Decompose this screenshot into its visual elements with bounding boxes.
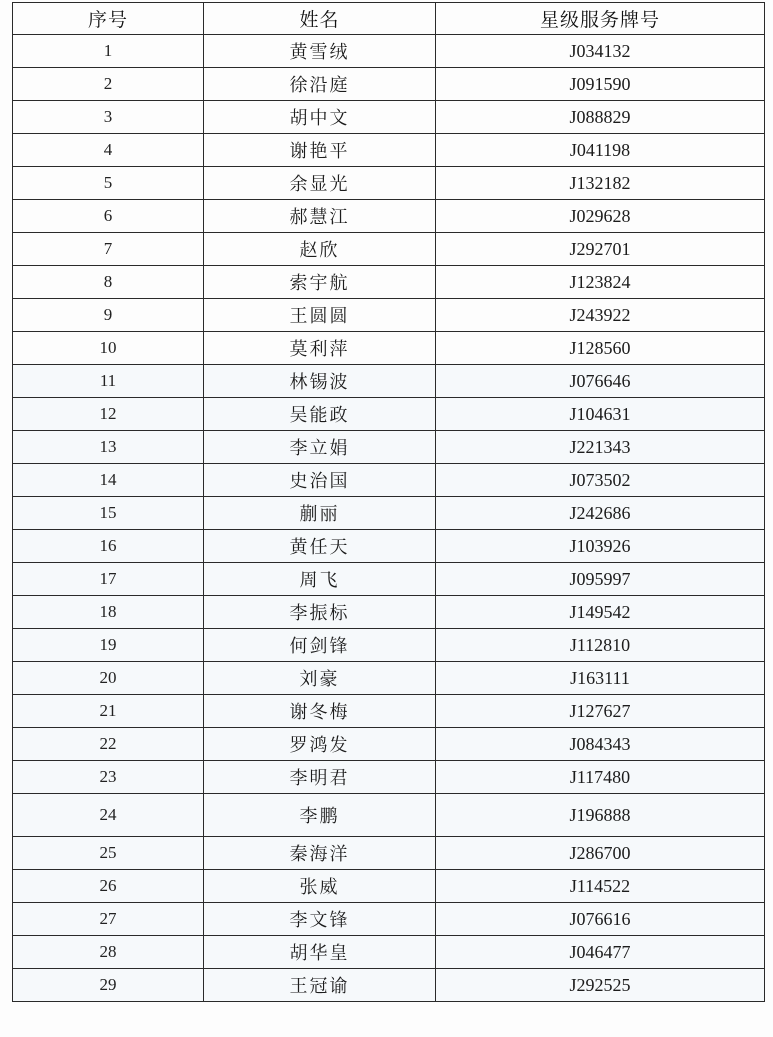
badge-number-cell: J114522 xyxy=(436,870,765,903)
serial-number-cell: 17 xyxy=(13,563,204,596)
badge-number-cell: J076616 xyxy=(436,903,765,936)
table-row xyxy=(13,870,765,903)
badge-number-cell: J242686 xyxy=(436,497,765,530)
serial-number-cell: 15 xyxy=(13,497,204,530)
badge-number-cell: J088829 xyxy=(436,101,765,134)
serial-number-cell: 11 xyxy=(13,365,204,398)
name-cell: 何剑锋 xyxy=(204,629,436,662)
name-cell: 索宇航 xyxy=(204,266,436,299)
serial-number-cell: 14 xyxy=(13,464,204,497)
badge-number-cell: J091590 xyxy=(436,68,765,101)
badge-number-cell: J149542 xyxy=(436,596,765,629)
badge-number-cell: J076646 xyxy=(436,365,765,398)
serial-number-cell: 25 xyxy=(13,837,204,870)
name-cell: 史治国 xyxy=(204,464,436,497)
serial-number-cell: 18 xyxy=(13,596,204,629)
badge-number-cell: J221343 xyxy=(436,431,765,464)
serial-number-cell: 26 xyxy=(13,870,204,903)
table-row xyxy=(13,530,765,563)
name-cell: 徐沿庭 xyxy=(204,68,436,101)
serial-number-cell: 1 xyxy=(13,35,204,68)
table-header-row xyxy=(13,3,765,35)
table-row xyxy=(13,200,765,233)
name-cell: 郝慧江 xyxy=(204,200,436,233)
serial-number-cell: 12 xyxy=(13,398,204,431)
badge-number-cell: J117480 xyxy=(436,761,765,794)
name-cell: 刘豪 xyxy=(204,662,436,695)
table-row xyxy=(13,365,765,398)
table-row xyxy=(13,332,765,365)
badge-number-cell: J292701 xyxy=(436,233,765,266)
name-cell: 赵欣 xyxy=(204,233,436,266)
serial-number-cell: 7 xyxy=(13,233,204,266)
table-row xyxy=(13,431,765,464)
table-row xyxy=(13,101,765,134)
serial-number-cell: 23 xyxy=(13,761,204,794)
table-row xyxy=(13,936,765,969)
badge-roster-table xyxy=(12,2,765,1002)
name-cell: 林锡波 xyxy=(204,365,436,398)
name-cell: 黄雪绒 xyxy=(204,35,436,68)
name-cell: 李立娟 xyxy=(204,431,436,464)
serial-number-cell: 24 xyxy=(13,794,204,837)
badge-number-cell: J084343 xyxy=(436,728,765,761)
table-row xyxy=(13,761,765,794)
table-row xyxy=(13,464,765,497)
serial-number-cell: 20 xyxy=(13,662,204,695)
badge-number-cell: J046477 xyxy=(436,936,765,969)
table-row xyxy=(13,903,765,936)
serial-number-cell: 13 xyxy=(13,431,204,464)
name-cell: 李振标 xyxy=(204,596,436,629)
table-row xyxy=(13,969,765,1002)
name-cell: 莫利萍 xyxy=(204,332,436,365)
table-row xyxy=(13,398,765,431)
header-star-service-badge-number: 星级服务牌号 xyxy=(436,3,765,35)
name-cell: 李鹏 xyxy=(204,794,436,837)
name-cell: 胡华皇 xyxy=(204,936,436,969)
table-row xyxy=(13,837,765,870)
table-row xyxy=(13,728,765,761)
badge-number-cell: J103926 xyxy=(436,530,765,563)
serial-number-cell: 21 xyxy=(13,695,204,728)
name-cell: 余显光 xyxy=(204,167,436,200)
name-cell: 李文锋 xyxy=(204,903,436,936)
badge-number-cell: J128560 xyxy=(436,332,765,365)
table-row xyxy=(13,596,765,629)
name-cell: 李明君 xyxy=(204,761,436,794)
table-row xyxy=(13,629,765,662)
name-cell: 黄任天 xyxy=(204,530,436,563)
badge-number-cell: J029628 xyxy=(436,200,765,233)
badge-number-cell: J243922 xyxy=(436,299,765,332)
badge-number-cell: J196888 xyxy=(436,794,765,837)
badge-number-cell: J163111 xyxy=(436,662,765,695)
serial-number-cell: 8 xyxy=(13,266,204,299)
name-cell: 蒯丽 xyxy=(204,497,436,530)
badge-number-cell: J132182 xyxy=(436,167,765,200)
badge-number-cell: J123824 xyxy=(436,266,765,299)
name-cell: 胡中文 xyxy=(204,101,436,134)
name-cell: 吴能政 xyxy=(204,398,436,431)
table-row xyxy=(13,563,765,596)
serial-number-cell: 6 xyxy=(13,200,204,233)
table-row xyxy=(13,167,765,200)
serial-number-cell: 4 xyxy=(13,134,204,167)
badge-number-cell: J127627 xyxy=(436,695,765,728)
serial-number-cell: 29 xyxy=(13,969,204,1002)
serial-number-cell: 3 xyxy=(13,101,204,134)
name-cell: 周飞 xyxy=(204,563,436,596)
name-cell: 罗鸿发 xyxy=(204,728,436,761)
name-cell: 王冠谕 xyxy=(204,969,436,1002)
header-name: 姓名 xyxy=(204,3,436,35)
serial-number-cell: 2 xyxy=(13,68,204,101)
badge-number-cell: J292525 xyxy=(436,969,765,1002)
badge-number-cell: J041198 xyxy=(436,134,765,167)
table-row xyxy=(13,68,765,101)
serial-number-cell: 27 xyxy=(13,903,204,936)
serial-number-cell: 5 xyxy=(13,167,204,200)
table-row xyxy=(13,695,765,728)
table-row xyxy=(13,134,765,167)
name-cell: 谢冬梅 xyxy=(204,695,436,728)
table-row xyxy=(13,299,765,332)
header-serial-number: 序号 xyxy=(13,3,204,35)
name-cell: 王圆圆 xyxy=(204,299,436,332)
table-row xyxy=(13,35,765,68)
badge-number-cell: J073502 xyxy=(436,464,765,497)
table-row xyxy=(13,497,765,530)
table-row xyxy=(13,794,765,837)
badge-number-cell: J112810 xyxy=(436,629,765,662)
serial-number-cell: 9 xyxy=(13,299,204,332)
table-row xyxy=(13,266,765,299)
name-cell: 谢艳平 xyxy=(204,134,436,167)
serial-number-cell: 10 xyxy=(13,332,204,365)
badge-number-cell: J286700 xyxy=(436,837,765,870)
table-row xyxy=(13,662,765,695)
badge-number-cell: J095997 xyxy=(436,563,765,596)
badge-number-cell: J104631 xyxy=(436,398,765,431)
serial-number-cell: 22 xyxy=(13,728,204,761)
name-cell: 秦海洋 xyxy=(204,837,436,870)
serial-number-cell: 19 xyxy=(13,629,204,662)
table-row xyxy=(13,233,765,266)
serial-number-cell: 16 xyxy=(13,530,204,563)
badge-number-cell: J034132 xyxy=(436,35,765,68)
serial-number-cell: 28 xyxy=(13,936,204,969)
name-cell: 张威 xyxy=(204,870,436,903)
